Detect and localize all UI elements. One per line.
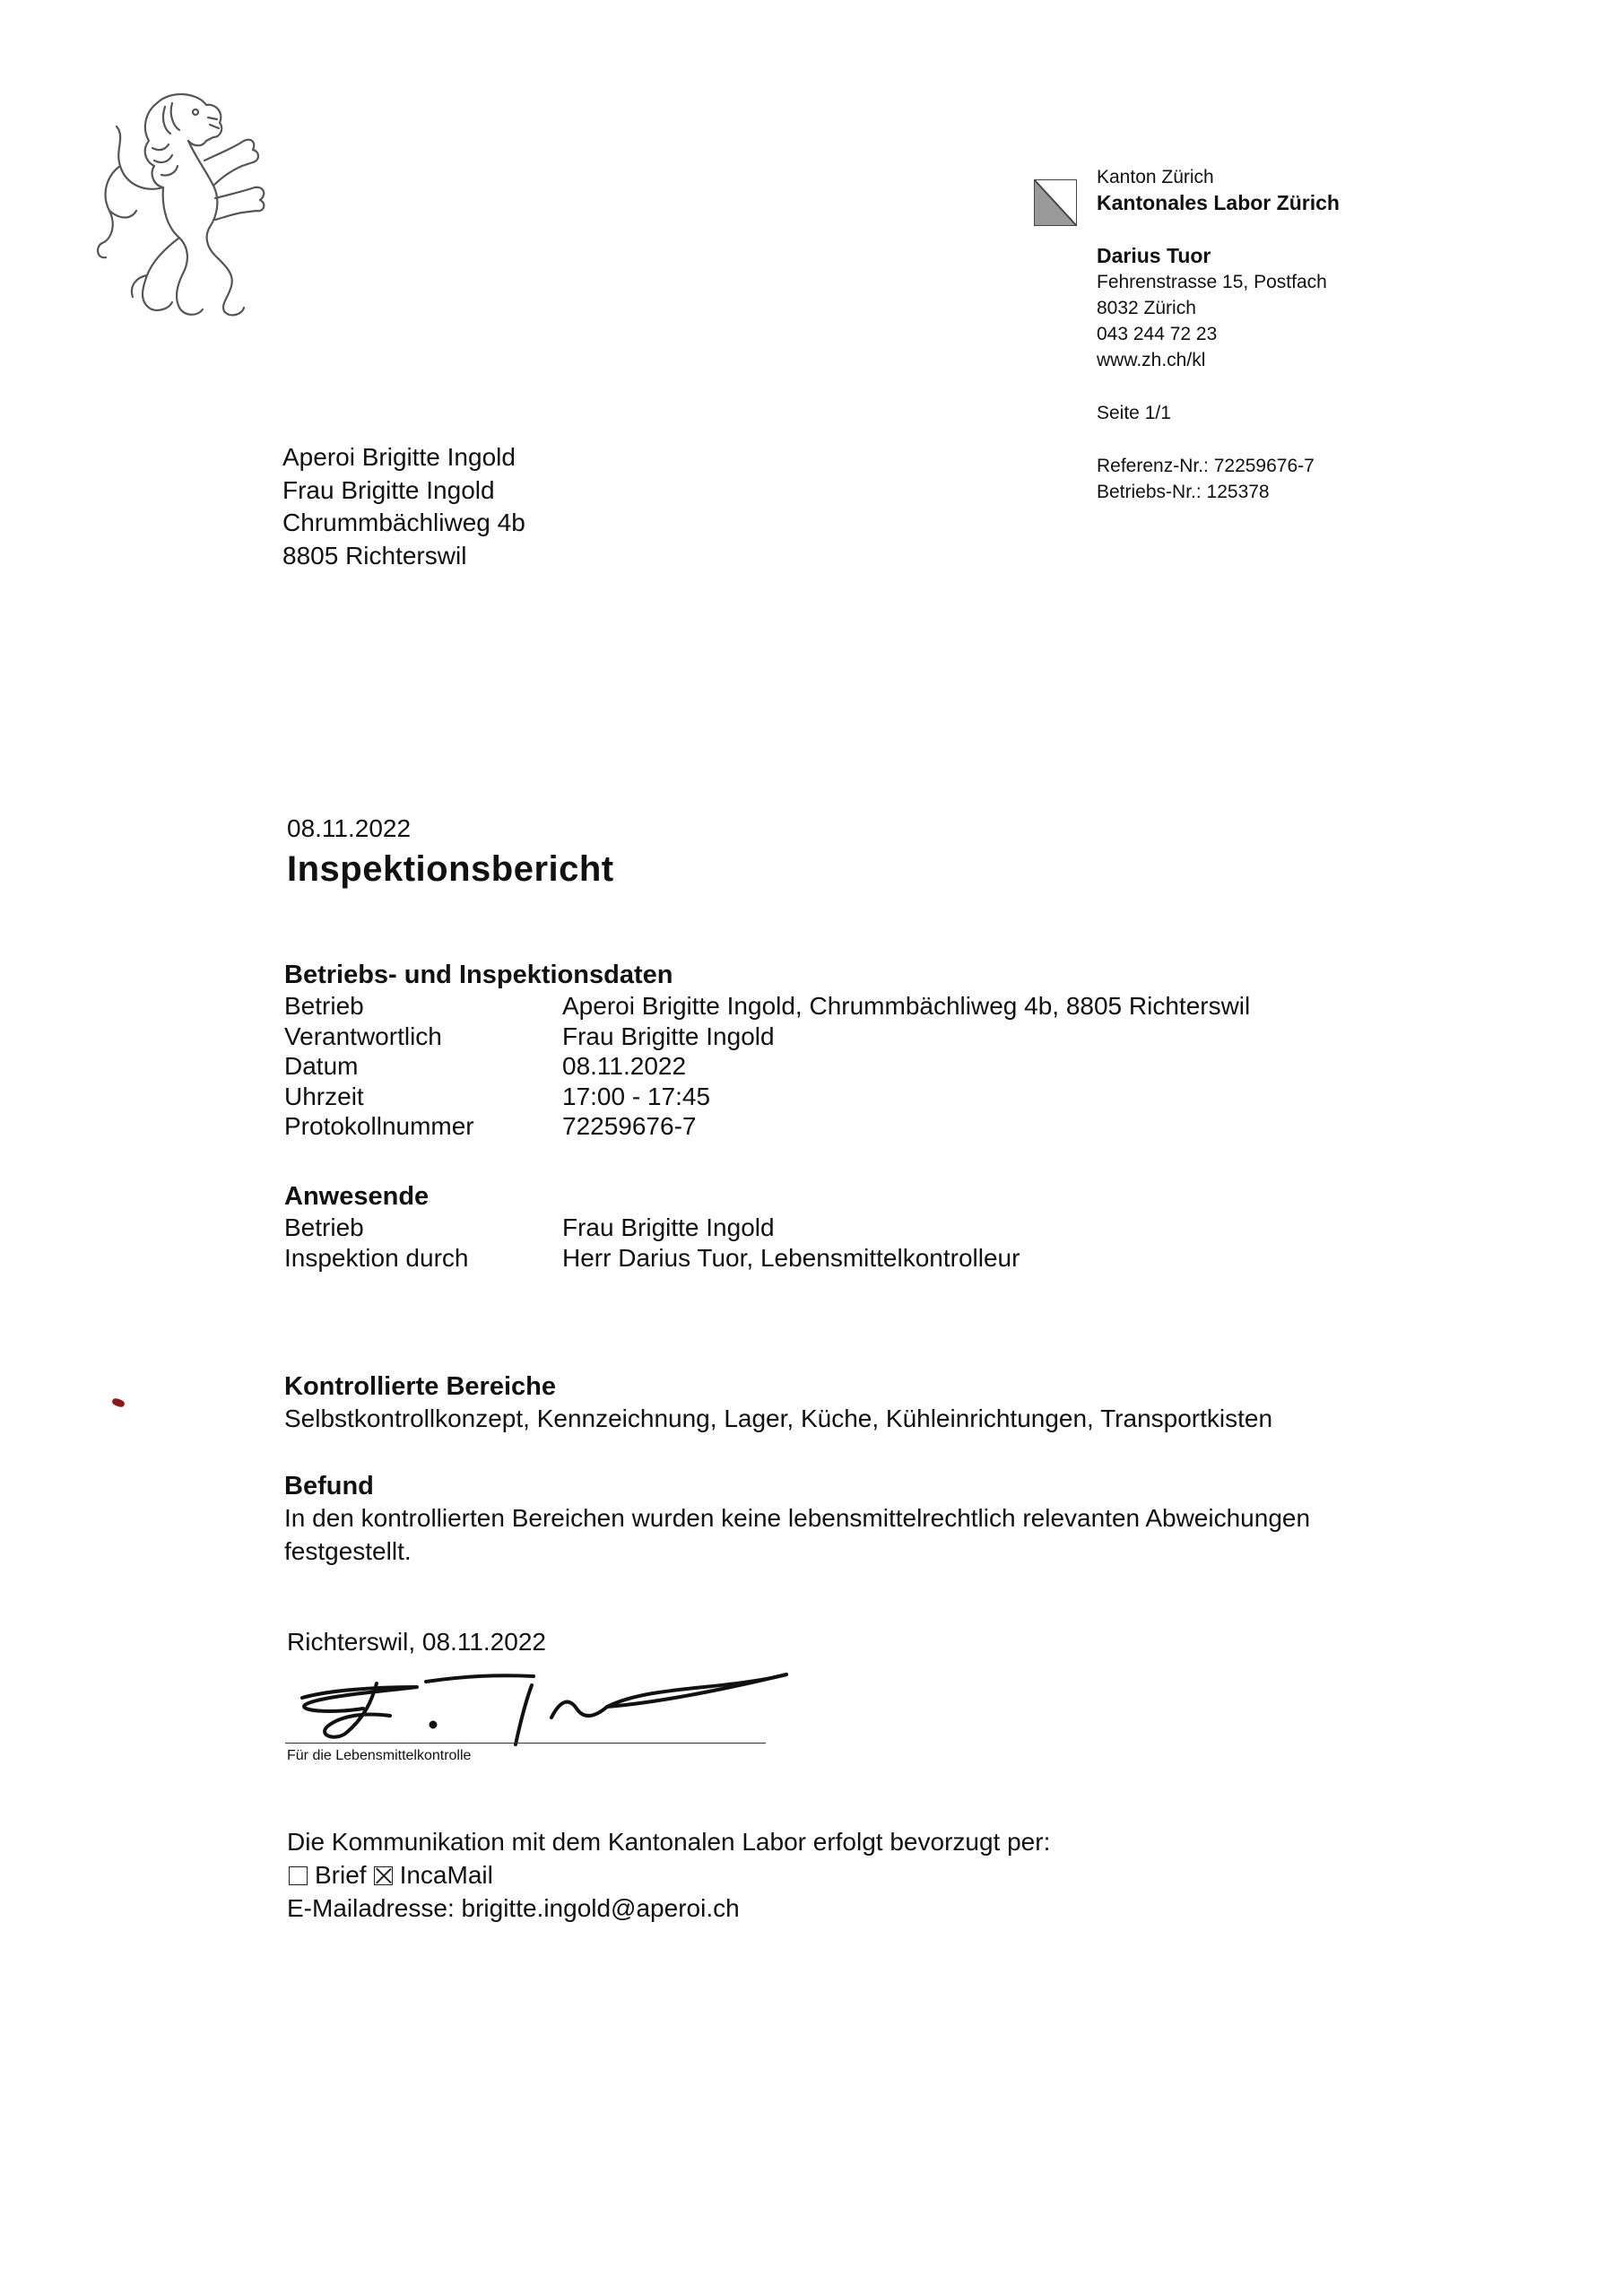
section-heading: Betriebs- und Inspektionsdaten — [284, 961, 673, 989]
row-label: Verantwortlich — [284, 1022, 442, 1050]
office-phone: 043 244 72 23 — [1097, 324, 1218, 344]
table-row — [284, 991, 1250, 1022]
row-label: Uhrzeit — [284, 1082, 364, 1110]
signature-line — [285, 1743, 766, 1744]
recipient-line: 8805 Richterswil — [282, 541, 467, 570]
recipient-address — [282, 441, 525, 572]
recipient-line: Aperoi Brigitte Ingold — [282, 443, 516, 471]
incamail-option-label: IncaMail — [399, 1861, 493, 1889]
office-name: Kantonales Labor Zürich — [1097, 191, 1340, 214]
row-value: Aperoi Brigitte Ingold, Chrummbächliweg 4b, 8805 Richterswil — [562, 992, 1251, 1020]
report-date: 08.11.2022 — [287, 814, 412, 842]
areas-text: Selbstkontrollkonzept, Kennzeichnung, Lager, Küche, Kühleinrichtungen, Transportkisten — [284, 1405, 1273, 1432]
office-city: 8032 Zürich — [1097, 298, 1196, 318]
table-row — [284, 1051, 1250, 1082]
communication-intro: Die Kommunikation mit dem Kantonalen Labor erfolgt bevorzugt per: — [287, 1828, 1051, 1856]
section-heading: Befund — [284, 1472, 374, 1500]
present-section — [284, 1182, 1020, 1273]
row-label: Protokollnummer — [284, 1112, 474, 1140]
office-website: www.zh.ch/kl — [1097, 350, 1206, 370]
page-title: Inspektionsbericht — [287, 849, 614, 889]
communication-options — [289, 1858, 493, 1892]
handwritten-signature — [291, 1664, 794, 1758]
office-street: Fehrenstrasse 15, Postfach — [1097, 272, 1327, 292]
areas-section — [284, 1372, 1272, 1435]
inspection-data-table — [284, 991, 1250, 1142]
canton-name: Kanton Zürich — [1097, 167, 1214, 187]
present-table — [284, 1213, 1020, 1273]
reference-number: Referenz-Nr.: 72259676-7 — [1097, 456, 1315, 476]
row-value: Frau Brigitte Ingold — [562, 1213, 775, 1241]
section-heading: Anwesende — [284, 1182, 430, 1211]
row-value: Herr Darius Tuor, Lebensmittelkontrolleur — [562, 1243, 1020, 1272]
row-value: 72259676-7 — [562, 1112, 697, 1140]
letter-checkbox[interactable] — [289, 1866, 308, 1885]
finding-text-line: In den kontrollierten Bereichen wurden keine lebensmittelrechtlich relevanten Abweichungen — [284, 1504, 1311, 1532]
incamail-checkbox[interactable] — [374, 1866, 393, 1885]
email-address: E-Mailadresse: brigitte.ingold@aperoi.ch — [287, 1894, 740, 1922]
table-row — [284, 1022, 1250, 1052]
canton-zurich-logo-icon — [1034, 179, 1077, 226]
row-label: Inspektion durch — [284, 1243, 469, 1272]
table-row — [284, 1213, 1020, 1243]
row-label: Betrieb — [284, 992, 364, 1020]
table-row — [284, 1082, 1250, 1112]
inspection-data-section — [284, 961, 1250, 1142]
finding-text-line: festgestellt. — [284, 1537, 412, 1565]
contact-name: Darius Tuor — [1097, 244, 1211, 267]
table-row — [284, 1243, 1020, 1274]
table-row — [284, 1111, 1250, 1142]
scan-speck — [111, 1397, 126, 1408]
signature-caption: Für die Lebensmittelkontrolle — [287, 1748, 472, 1763]
row-value: 08.11.2022 — [562, 1052, 687, 1080]
recipient-line: Frau Brigitte Ingold — [282, 475, 495, 504]
section-heading: Kontrollierte Bereiche — [284, 1372, 556, 1401]
business-number: Betriebs-Nr.: 125378 — [1097, 482, 1270, 502]
row-label: Datum — [284, 1052, 359, 1080]
zurich-lion-logo-icon — [90, 85, 278, 327]
recipient-line: Chrummbächliweg 4b — [282, 509, 525, 536]
row-label: Betrieb — [284, 1213, 364, 1241]
page-number: Seite 1/1 — [1097, 403, 1171, 423]
letter-option-label: Brief — [315, 1861, 367, 1889]
place-date: Richterswil, 08.11.2022 — [287, 1628, 546, 1656]
row-value: Frau Brigitte Ingold — [562, 1022, 775, 1050]
finding-section — [284, 1472, 1310, 1568]
row-value: 17:00 - 17:45 — [562, 1082, 711, 1110]
